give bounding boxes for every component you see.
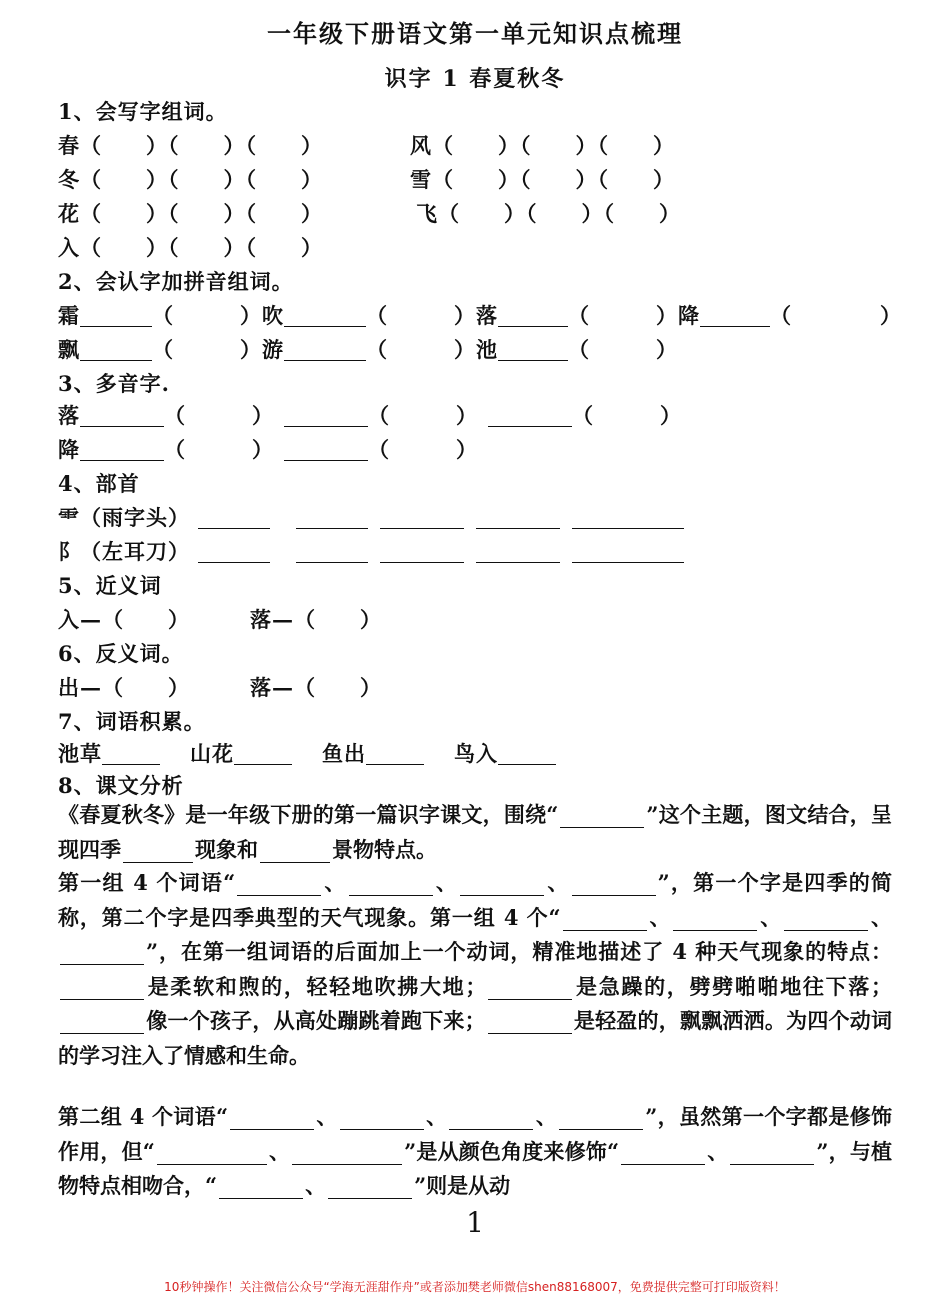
para-text: 、: [759, 904, 783, 930]
para-text: 、: [648, 904, 672, 930]
para-text: 《春夏秋冬》是一年级下册的第一篇识字课文，围绕“: [58, 802, 559, 827]
answer-blank: [784, 908, 868, 931]
phrase-item: 鱼出: [322, 741, 366, 766]
s1-row-4: [58, 232, 892, 258]
answer-blank: [673, 908, 757, 931]
analysis-paragraph-2: [58, 866, 892, 1074]
pinyin-blank: [284, 340, 366, 361]
answer-blank: [572, 542, 684, 563]
s3-word-paren: （ ）: [368, 437, 478, 462]
s1-row-2-right: 雪（ ）（ ）（ ）: [410, 167, 675, 192]
para-text: 、: [546, 870, 570, 895]
para-text: ”，虽然第一个字都是修饰作用，但“: [58, 1104, 893, 1164]
answer-blank: [60, 977, 144, 1000]
para-text: 、: [870, 904, 893, 930]
pinyin-blank: [498, 340, 568, 361]
s2-char: 池: [476, 337, 498, 362]
para-text: 、: [268, 1138, 291, 1164]
section-7-heading: 7、词语积累。: [58, 709, 206, 734]
s2-word-paren: （ ）: [770, 303, 902, 328]
para-text: 、: [323, 870, 347, 895]
s1-row-1-right: 风（ ）（ ）（ ）: [410, 133, 675, 158]
answer-blank: [476, 542, 560, 563]
s1-row-3: [58, 198, 892, 224]
phrase-item: 山花: [190, 741, 234, 766]
pinyin-blank: [488, 406, 572, 427]
para-text: 、: [425, 1104, 448, 1129]
section-6-heading: 6、反义词。: [58, 641, 184, 666]
para-text: ”，与植物特点相吻合，“: [58, 1138, 893, 1199]
antonym-1: 出—（ ）: [58, 675, 190, 700]
answer-blank: [260, 840, 330, 863]
s2-word-paren: （ ）: [152, 303, 262, 328]
s2-char: 霜: [58, 303, 80, 328]
para-text: ”则是从动: [414, 1173, 511, 1199]
s1-row-2-left: 冬（ ）（ ）（ ）: [58, 167, 323, 192]
pinyin-blank: [284, 306, 366, 327]
answer-blank: [292, 1142, 402, 1165]
para-text: 、: [434, 870, 459, 895]
section-5-heading: 5、近义词: [58, 573, 162, 598]
pinyin-blank: [284, 406, 368, 427]
s2-word-paren: （ ）: [366, 303, 476, 328]
para-text: ”这个主题，图文结合，呈现四季: [58, 802, 893, 862]
section-2-heading: 2、会认字加拼音组词。: [58, 269, 294, 294]
section-1-heading: 1、会写字组词。: [58, 99, 228, 124]
para-text: 是急躁的，劈劈啪啪地往下落；: [574, 973, 892, 999]
s3-word-paren: （ ）: [572, 403, 682, 428]
answer-blank: [349, 873, 433, 896]
s3-char: 降: [58, 437, 80, 462]
radical-rain-label: ⻗（雨字头）: [58, 505, 190, 530]
answer-blank: [572, 508, 684, 529]
phrase-item: 池草: [58, 741, 102, 766]
answer-blank: [230, 1107, 314, 1130]
answer-blank: [380, 508, 464, 529]
s1-row-4-left: 入（ ）（ ）（ ）: [58, 235, 323, 260]
para-text: 、: [316, 1104, 338, 1129]
answer-blank: [60, 942, 144, 965]
s3-char: 落: [58, 403, 80, 428]
para-text: 像一个孩子，从高处蹦跳着跑下来；: [146, 1008, 486, 1034]
para-text: 、: [305, 1173, 327, 1199]
answer-blank: [563, 908, 647, 931]
answer-blank: [234, 744, 292, 765]
answer-blank: [476, 508, 560, 529]
s2-word-paren: （ ）: [152, 337, 262, 362]
para-text: 、: [535, 1104, 558, 1129]
pinyin-blank: [498, 306, 568, 327]
section-4-heading: 4、部首: [58, 471, 140, 496]
analysis-paragraph-3: [58, 1100, 892, 1204]
answer-blank: [498, 744, 556, 765]
para-text: 、: [707, 1138, 729, 1164]
s2-char: 降: [678, 303, 700, 328]
pinyin-blank: [80, 340, 152, 361]
para-text: 第二组 4 个词语“: [58, 1104, 229, 1129]
answer-blank: [296, 542, 368, 563]
antonym-2: 落—（ ）: [250, 675, 382, 700]
answer-blank: [296, 508, 368, 529]
answer-blank: [488, 1011, 572, 1034]
answer-blank: [621, 1142, 705, 1165]
pinyin-blank: [80, 306, 152, 327]
s2-word-paren: （ ）: [568, 303, 678, 328]
page-title: 一年级下册语文第一单元知识点梳理: [267, 19, 683, 48]
para-text: ”，在第一组词语的后面加上一个动词，精准地描述了 4 种天气现象的特点：: [146, 939, 892, 965]
s2-char: 吹: [262, 303, 284, 328]
answer-blank: [559, 1107, 643, 1130]
s2-char: 落: [476, 303, 498, 328]
answer-blank: [730, 1142, 814, 1165]
s3-word-paren: （ ）: [164, 437, 274, 462]
synonym-1: 入—（ ）: [58, 607, 190, 632]
pinyin-blank: [284, 440, 368, 461]
answer-blank: [366, 744, 424, 765]
s1-row-2: [58, 164, 892, 190]
para-text: 是轻盈的，飘飘洒洒。为四个动词的学习注入了情感和生命。: [58, 1008, 893, 1068]
s3-word-paren: （ ）: [164, 403, 274, 428]
s3-row-2: [58, 434, 478, 464]
answer-blank: [340, 1107, 424, 1130]
para-text: 第一组 4 个词语“: [58, 870, 236, 895]
para-text: ”，第一个字是四季的简称，第二个字是四季典型的天气现象。第一组 4 个“: [58, 870, 893, 930]
answer-blank: [488, 977, 572, 1000]
s3-row-1: [58, 400, 682, 430]
s2-char: 游: [262, 337, 284, 362]
pinyin-blank: [700, 306, 770, 327]
answer-blank: [449, 1107, 533, 1130]
para-text: 现象和: [195, 836, 258, 862]
answer-blank: [123, 840, 193, 863]
s4-row-2: [58, 536, 684, 566]
answer-blank: [60, 1011, 144, 1034]
s1-row-3-right: 飞（ ）（ ）（ ）: [416, 201, 681, 226]
pinyin-blank: [80, 406, 164, 427]
answer-blank: [560, 805, 644, 828]
s4-row-1: [58, 502, 684, 532]
answer-blank: [237, 873, 321, 896]
para-text: 景物特点。: [332, 836, 437, 862]
s2-word-paren: （ ）: [366, 337, 476, 362]
s5-row: [58, 604, 892, 630]
s1-row-1: [58, 130, 892, 156]
answer-blank: [198, 542, 270, 563]
s7-row: [58, 738, 556, 768]
answer-blank: [380, 542, 464, 563]
para-text: ”是从颜色角度来修饰“: [404, 1138, 620, 1164]
s1-row-1-left: 春（ ）（ ）（ ）: [58, 133, 323, 158]
answer-blank: [157, 1142, 267, 1165]
answer-blank: [102, 744, 160, 765]
radical-ear-label: 阝（左耳刀）: [58, 539, 190, 564]
phrase-item: 鸟入: [454, 741, 498, 766]
s2-row-2: [58, 334, 678, 364]
footer-notice: 10秒钟操作！关注微信公众号“学海无涯甜作舟”或者添加樊老师微信shen88168007，免费提供完整可打印版资料！: [164, 1280, 786, 1294]
s2-char: 飘: [58, 337, 80, 362]
answer-blank: [198, 508, 270, 529]
s1-row-3-left: 花（ ）（ ）（ ）: [58, 201, 323, 226]
answer-blank: [572, 873, 656, 896]
page-number: 1: [466, 1206, 484, 1239]
section-3-heading: 3、多音字.: [58, 371, 170, 396]
s3-word-paren: （ ）: [368, 403, 478, 428]
answer-blank: [219, 1176, 303, 1199]
answer-blank: [460, 873, 544, 896]
synonym-2: 落—（ ）: [250, 607, 382, 632]
analysis-paragraph-1: [58, 798, 892, 867]
para-text: 是柔软和煦的，轻轻地吹拂大地；: [146, 973, 487, 999]
s6-row: [58, 672, 892, 698]
lesson-subtitle: 识字 1 春夏秋冬: [384, 66, 566, 92]
section-8-heading: 8、课文分析: [58, 773, 184, 798]
s2-row-1: [58, 300, 902, 330]
pinyin-blank: [80, 440, 164, 461]
answer-blank: [328, 1176, 412, 1199]
s2-word-paren: （ ）: [568, 337, 678, 362]
